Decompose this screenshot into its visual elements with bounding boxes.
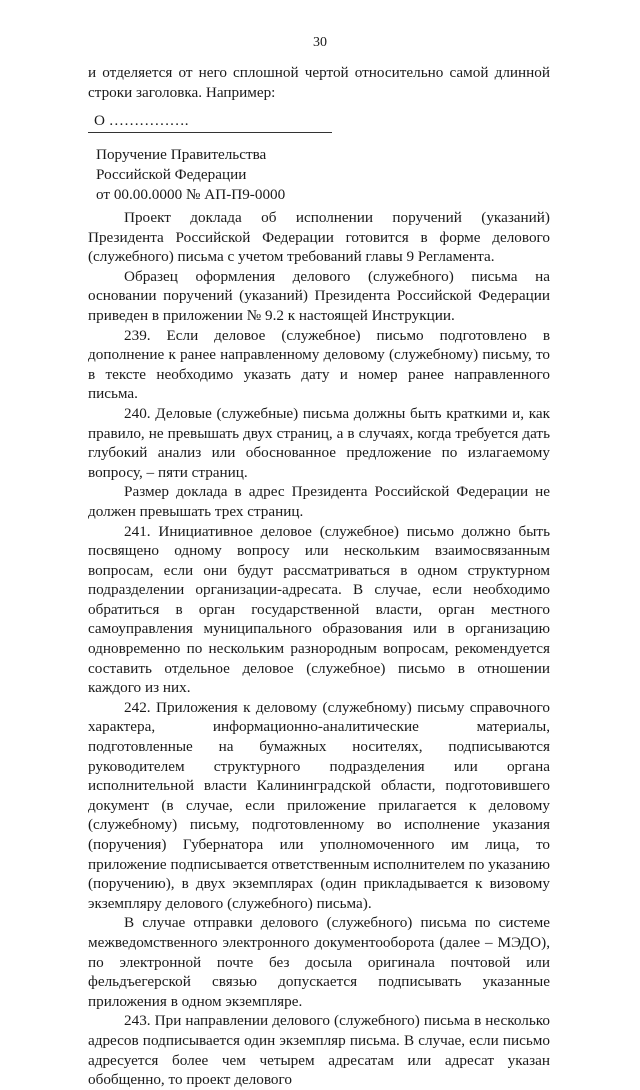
page-number: 30 xyxy=(313,35,327,50)
example-title-line xyxy=(88,111,332,133)
intro-text: и отделяется от него сплошной чертой относительно самой длинной строки заголовка. Например: xyxy=(88,64,550,101)
paragraph: Размер доклада в адрес Президента Российской Федерации не должен превышать трех страниц. xyxy=(88,483,550,520)
paragraph: Проект доклада об исполнении поручений (указаний) Президента Российской Федерации готовится в форме делового (служебного) письма с учетом требований главы 9 Регламента. xyxy=(88,209,550,266)
separator-line xyxy=(88,132,332,133)
address-block xyxy=(96,145,396,205)
address-line: Российской Федерации xyxy=(96,166,247,183)
paragraph: Образец оформления делового (служебного) письма на основании поручений (указаний) Президента Российской Федерации приведен в приложении № 9.2 к настоящей Инструкции. xyxy=(88,267,550,324)
paragraph: 243. При направлении делового (служебного) письма в несколько адресов подписывается один экземпляр письма. В случае, если письмо адресуется более чем четырем адресатам или адресат указан обобщенно, то проект делового xyxy=(88,1012,550,1089)
paragraph: 242. Приложения к деловому (служебному) письму справочного характера, информационно-аналитические материалы, подготовленные на бумажных носителях, подписываются руководителем структурного подразделения или органа исполнительной власти Калининградской области, подготовившего документ (в случае, если приложение прилагается к деловому (служебному) письму, подготовленному во исполнение указания (поручения) Губернатора или уполномоченного им лица, то приложение подписывается ответственным исполнителем по указанию (поручению), в двух экземплярах (один прикладывается к визовому экземпляру делового (служебного) письма). xyxy=(88,698,550,912)
paragraph: 240. Деловые (служебные) письма должны быть краткими и, как правило, не превышать двух страниц, а в случаях, когда требуется дать глубокий анализ или обоснованное предложение по излагаемому вопросу, – пяти страниц. xyxy=(88,404,550,481)
example-prefix: О ……………. xyxy=(94,112,189,129)
paragraph: 239. Если деловое (служебное) письмо подготовлено в дополнение к ранее направленному деловому (служебному) письму, то в тексте необходимо указать дату и номер ранее направленного письма. xyxy=(88,326,550,403)
address-line: от 00.00.0000 № АП-П9-0000 xyxy=(96,186,286,203)
body-text xyxy=(88,208,550,1090)
paragraph: В случае отправки делового (служебного) письма по системе межведомственного электронного документооборота (далее – МЭДО), по электронной почте без досыла оригинала почтовой или фельдъегерской связью допускается подписывать указанные приложения в одном экземпляре. xyxy=(88,914,550,1010)
address-line: Поручение Правительства xyxy=(96,146,267,163)
paragraph: 241. Инициативное деловое (служебное) письмо должно быть посвящено одному вопросу или нескольким взаимосвязанным вопросам, если они будут рассматриваться в одном структурном подразделении организации-адресата. В случае, если необходимо обратиться в орган государственной власти, орган местного самоуправления муниципального образования или в организацию одновременно по нескольким разнородным вопросам, рекомендуется составить отдельное деловое (служебное) письмо в отношении каждого из них. xyxy=(88,522,550,697)
